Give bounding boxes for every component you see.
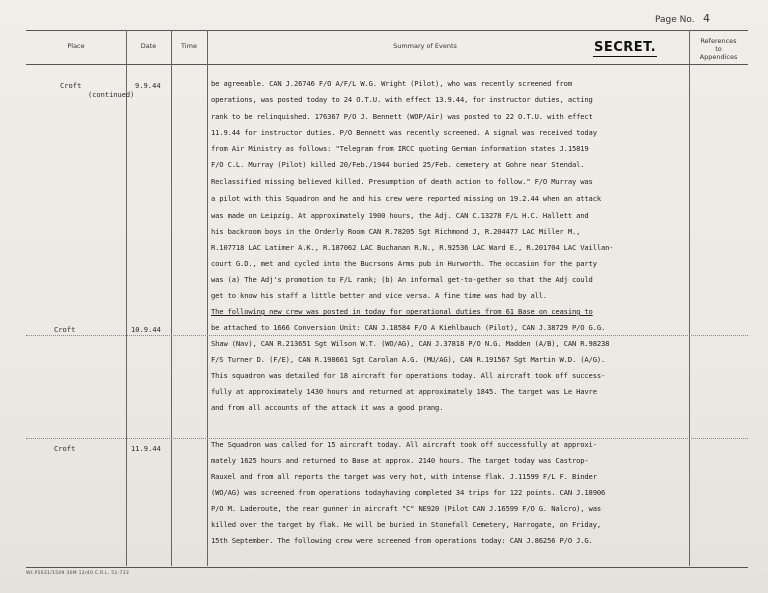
column-divider: [171, 30, 172, 566]
column-header-time: Time: [181, 42, 197, 50]
summary-line: operations, was posted today to 24 O.T.U. with effect 13.9.44, for instructor duties, acting: [211, 95, 593, 104]
summary-line: be agreeable. CAN J.26746 F/O A/F/L W.G. Wright (Pilot), who was recently screened from: [211, 79, 572, 88]
summary-line: The following new crew was posted in today for operational duties from 61 Base on ceasing to: [211, 307, 593, 316]
entry-separator: [26, 438, 748, 439]
summary-line: R.107718 LAC Latimer A.K., R.187062 LAC Buchanan R.N., R.92536 LAC Ward E., R.201704 LAC Vaillan-: [211, 243, 614, 252]
summary-line: F/S Turner D. (F/E), CAN R.198661 Sgt Carolan A.G. (MU/AG), CAN R.191567 Sgt Martin W.D. (A/G).: [211, 355, 606, 364]
column-header-summary: Summary of Events: [393, 42, 457, 50]
references-line-2: to: [715, 45, 722, 53]
entry-date: 11.9.44: [131, 444, 161, 453]
summary-line: from Air Ministry as follows: "Telegram from IRCC quoting German information states J.15819: [211, 144, 589, 153]
secret-underline: [593, 56, 657, 57]
entry-place: Croft: [60, 81, 82, 90]
form-footer: Wt.P5631/1509 30M 12/40 C.R.L. 51-733: [26, 571, 130, 576]
page-label: Page No.: [655, 15, 695, 25]
summary-line: fully at approximately 1430 hours and returned at approximately 1845. The target was Le Havre: [211, 387, 597, 396]
entry-date: 9.9.44: [135, 81, 161, 90]
summary-line: killed over the target by flak. He will be buried in Stonefall Cemetery, Harrogate, on Friday,: [211, 520, 602, 529]
references-line-1: References: [700, 37, 737, 45]
column-divider: [126, 30, 127, 566]
header-divider: [26, 64, 748, 65]
column-header-place: Place: [67, 42, 85, 50]
column-divider: [207, 30, 208, 566]
entry-separator: [26, 335, 748, 336]
summary-line: This squadron was detailed for 18 aircraft for operations today. All aircraft took off success-: [211, 371, 606, 380]
entry-place: Croft: [54, 325, 76, 334]
summary-line: 11.9.44 for instructor duties. P/O Bennett was recently screened. A signal was received today: [211, 128, 597, 137]
summary-line: Reclassified missing believed killed. Presumption of death action to follow." F/O Murray was: [211, 177, 593, 186]
summary-line: his backroom boys in the Orderly Room CAN R.78205 Sgt Richmond J, R.204477 LAC Miller M.,: [211, 227, 581, 236]
column-divider: [689, 30, 690, 566]
secret-stamp: SECRET.: [594, 40, 657, 55]
summary-line: court G.D., met and cycled into the Bucrsons Arms pub in Hurworth. The occasion for the party: [211, 259, 597, 268]
summary-line: P/O M. Laderoute, the rear gunner in aircraft "C" NE920 (Pilot CAN J.16599 F/O G. Nalcro), was: [211, 504, 602, 513]
page-number-label: [655, 12, 710, 25]
references-line-3: Appendices: [699, 53, 738, 61]
summary-line: The Squadron was called for 15 aircraft today. All aircraft took off successfully at approxi-: [211, 440, 597, 449]
column-header-date: Date: [140, 42, 157, 50]
entry-date: 10.9.44: [131, 325, 161, 334]
summary-line: Shaw (Nav), CAN R.213651 Sgt Wilson W.T. (WO/AG), CAN J.37818 P/O N.G. Madden (A/B), CAN R.98238: [211, 339, 610, 348]
summary-line: get to know his staff a little better and vice versa. A fine time was had by all.: [211, 291, 548, 300]
column-header-references: [689, 37, 748, 61]
summary-line: Rauxel and from all reports the target was very hot, with intense flak. J.11599 F/L F. Binder: [211, 472, 597, 481]
summary-line: was (a) The Adj's promotion to F/L rank; (b) An informal get-to-gether so that the Adj could: [211, 275, 593, 284]
summary-line: was made on Leipzig. At approximately 1900 hours, the Adj. CAN C.13278 F/L H.C. Hallett and: [211, 211, 589, 220]
summary-line: rank to be relinquished. 176367 P/O J. Bennett (WOP/Air) was posted to 22 O.T.U. with effect: [211, 112, 593, 121]
summary-line: a pilot with this Squadron and he and his crew were reported missing on 19.2.44 when an attack: [211, 194, 602, 203]
summary-line: (WO/AG) was screened from operations todayhaving completed 34 trips for 122 points. CAN J.18906: [211, 488, 606, 497]
summary-line: F/O C.L. Murray (Pilot) killed 20/Feb./1944 buried 25/Feb. cemetery at Gohre near Stendal.: [211, 160, 585, 169]
summary-line: 15th September. The following crew were screened from operations today: CAN J.86256 P/O J.G.: [211, 536, 593, 545]
summary-line: and from all accounts of the attack it was a good prang.: [211, 403, 444, 412]
entry-place-continued: (continued): [88, 91, 135, 99]
summary-line: mately 1625 hours and returned to Base at approx. 2140 hours. The target today was Castrop-: [211, 456, 589, 465]
summary-line: be attached to 1666 Conversion Unit: CAN J.18584 F/O A Kiehlbauch (Pilot), CAN J.38729 P/O G.G.: [211, 323, 606, 332]
entry-place: Croft: [54, 444, 76, 453]
page-number: 4: [703, 12, 710, 25]
